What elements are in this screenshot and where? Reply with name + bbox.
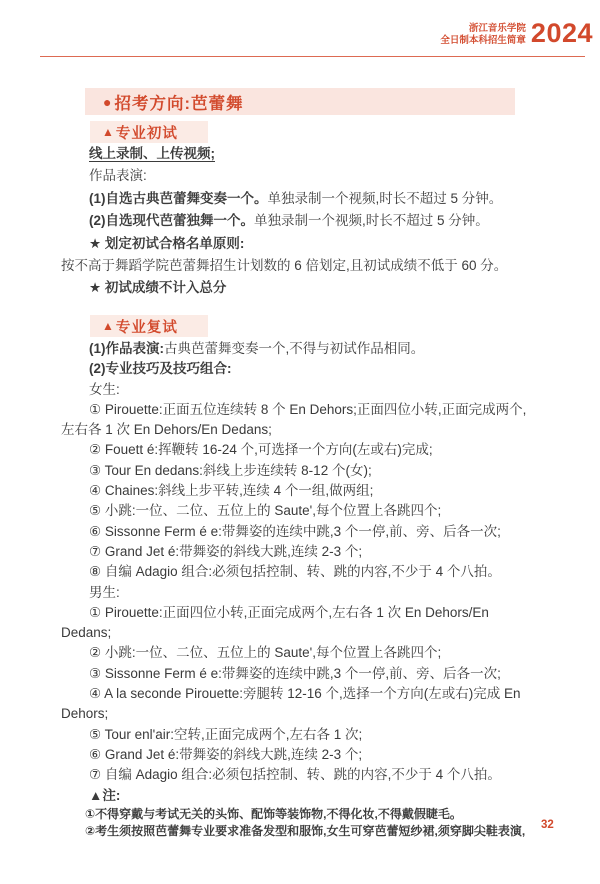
- header-text-block: [440, 19, 526, 47]
- paragraph: [61, 143, 539, 165]
- text-segment: ① Pirouette:正面四位小转,正面完成两个,左右各 1 次 En Dehors/En Dedans;: [61, 604, 489, 641]
- section-heading-preliminary: [90, 121, 208, 143]
- paragraph: [61, 562, 539, 582]
- text-segment: (2)专业技巧及技巧组合:: [89, 361, 232, 377]
- paragraph: [61, 359, 539, 379]
- paragraph: [61, 823, 539, 841]
- text-segment: ⑥ Grand Jet é:带舞姿的斜线大跳,连续 2-3 个;: [89, 746, 363, 762]
- paragraph: [61, 684, 539, 725]
- paragraph: [61, 277, 539, 299]
- text-segment: ⑤ Tour enl'air:空转,正面完成两个,左右各 1 次;: [89, 726, 363, 742]
- text-segment: 作品表演:: [89, 168, 147, 184]
- text-segment: ▲注:: [89, 787, 121, 803]
- paragraph: [61, 461, 539, 481]
- page-title-bar: [85, 88, 515, 115]
- text-segment: ⑤ 小跳:一位、二位、五位上的 Saute',每个位置上各跳四个;: [89, 503, 442, 519]
- paragraph: [61, 522, 539, 542]
- text-segment: 古典芭蕾舞变奏一个,不得与初试作品相同。: [164, 341, 425, 356]
- paragraph: [61, 583, 539, 603]
- text-segment: ★ 划定初试合格名单原则:: [89, 235, 245, 251]
- paragraph: [61, 786, 539, 806]
- text-segment: 按不高于舞蹈学院芭蕾舞招生计划数的 6 倍划定,且初试成绩不低于 60 分。: [61, 258, 508, 274]
- text-segment: (1)自选古典芭蕾舞变奏一个。: [89, 190, 268, 206]
- paragraph: [61, 188, 539, 210]
- page-number: 32: [541, 819, 554, 831]
- text-segment: ④ A la seconde Pirouette:旁腿转 12-16 个,选择一个方向(左或右)完成 En Dehors;: [61, 686, 521, 722]
- text-segment: ②考生须按照芭蕾舞专业要求准备发型和服饰,女生可穿芭蕾短纱裙,须穿脚尖鞋表演,: [85, 824, 526, 839]
- paragraph: [61, 380, 539, 400]
- text-segment: ⑧ 自编 Adagio 组合:必须包括控制、转、跳的内容,不少于 4 个八拍。: [89, 564, 501, 580]
- text-segment: ①不得穿戴与考试无关的头饰、配饰等装饰物,不得化妆,不得戴假睫毛。: [85, 806, 462, 821]
- paragraph: [61, 165, 539, 187]
- paragraph: [61, 440, 539, 460]
- text-segment: ① Pirouette:正面五位连续转 8 个 En Dehors;正面四位小转,正面完成两个,左右各 1 次 En Dehors/En Dedans;: [61, 401, 527, 438]
- paragraph: [61, 603, 539, 644]
- text-segment: ② 小跳:一位、二位、五位上的 Saute',每个位置上各跳四个;: [89, 645, 442, 661]
- text-segment: ③ Sissonne Ferm é e:带舞姿的连续中跳,3 个一停,前、旁、后各一次;: [89, 665, 501, 681]
- text-segment: (2)自选现代芭蕾独舞一个。: [89, 213, 254, 229]
- paragraph: [61, 542, 539, 562]
- page-header: [440, 19, 593, 47]
- text-segment: 女生:: [89, 381, 120, 397]
- paragraph: [61, 745, 539, 765]
- paragraph: [61, 481, 539, 501]
- bullet-icon: ●: [103, 93, 112, 110]
- section-heading-text: 专业初试: [115, 125, 178, 142]
- text-segment: 线上录制、上传视频;: [89, 146, 215, 161]
- section-heading-final: [90, 315, 208, 337]
- text-segment: ⑦ 自编 Adagio 组合:必须包括控制、转、跳的内容,不少于 4 个八拍。: [89, 767, 501, 783]
- paragraph: [61, 664, 539, 684]
- paragraph: [61, 725, 539, 745]
- text-segment: (1)作品表演:: [89, 341, 164, 356]
- paragraph: [61, 643, 539, 663]
- paragraph: [61, 339, 539, 359]
- text-segment: ⑥ Sissonne Ferm é e:带舞姿的连续中跳,3 个一停,前、旁、后各一次;: [89, 523, 501, 539]
- section-heading-text: 专业复试: [115, 319, 178, 336]
- text-segment: ★ 初试成绩不计入总分: [89, 280, 227, 296]
- text-segment: ③ Tour En dedans:斜线上步连续转 8-12 个(女);: [89, 462, 372, 478]
- header-institution: 浙江音乐学院: [468, 23, 526, 34]
- paragraph: [61, 806, 539, 824]
- paragraph: [61, 255, 539, 277]
- header-divider: [40, 56, 585, 57]
- header-year: 2024: [530, 18, 593, 48]
- text-segment: ④ Chaines:斜线上步平转,连续 4 个一组,做两组;: [89, 483, 374, 499]
- paragraph: [61, 501, 539, 521]
- text-segment: 单独录制一个视频,时长不超过 5 分钟。: [254, 213, 489, 229]
- paragraph: [61, 210, 539, 232]
- page-title-text: 招考方向:芭蕾舞: [114, 94, 244, 113]
- section-body-preliminary: [61, 143, 539, 300]
- paragraph: [61, 765, 539, 785]
- paragraph: [61, 400, 539, 441]
- triangle-icon: ▲: [102, 125, 114, 139]
- text-segment: ② Fouett é:挥鞭转 16-24 个,可选择一个方向(左或右)完成;: [89, 442, 433, 458]
- triangle-icon: ▲: [102, 319, 114, 333]
- section-body-final: [61, 339, 539, 841]
- text-segment: 男生:: [89, 584, 120, 600]
- header-subtitle: 全日制本科招生简章: [440, 35, 526, 46]
- text-segment: ⑦ Grand Jet é:带舞姿的斜线大跳,连续 2-3 个;: [89, 543, 363, 559]
- text-segment: 单独录制一个视频,时长不超过 5 分钟。: [267, 190, 503, 206]
- paragraph: [61, 233, 539, 255]
